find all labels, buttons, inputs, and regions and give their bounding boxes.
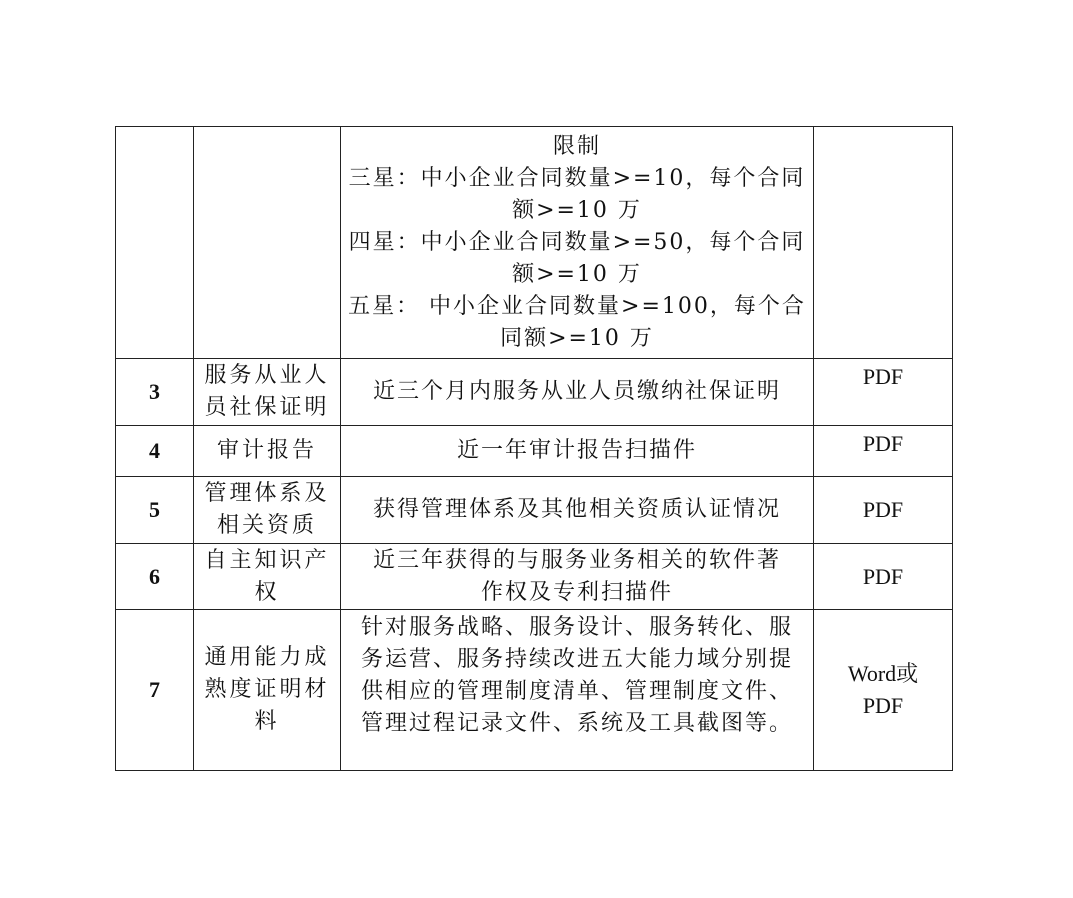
material-name-cell — [194, 610, 341, 771]
material-name-line: 员社保证明 — [204, 395, 330, 420]
material-name-cell — [194, 127, 341, 359]
requirement-line: 作权及专利扫描件 — [480, 579, 673, 605]
material-name-line: 熟度证明材 — [204, 677, 330, 702]
row-number-cell: 5 — [116, 477, 194, 544]
format-cell — [814, 426, 953, 477]
format-cell — [814, 359, 953, 426]
format-cell — [814, 610, 953, 771]
requirement-cell — [341, 477, 814, 544]
requirement-line: 额>=10 万 — [512, 261, 642, 287]
format-cell — [814, 477, 953, 544]
format-line: PDF — [862, 497, 904, 522]
table-row — [116, 477, 953, 544]
format-cell — [814, 544, 953, 610]
requirement-line: 额>=10 万 — [512, 197, 642, 223]
requirement-line: 务运营、服务持续改进五大能力域分别提 — [360, 647, 793, 672]
material-name-line: 通用能力成 — [204, 645, 330, 670]
format-line: PDF — [862, 364, 904, 389]
material-name-cell — [194, 359, 341, 426]
requirement-line: 管理过程记录文件、系统及工具截图等。 — [360, 711, 793, 736]
format-line: PDF — [862, 693, 904, 718]
row-number-cell: 3 — [116, 359, 194, 426]
requirement-line: 近三个月内服务从业人员缴纳社保证明 — [372, 379, 781, 404]
format-cell — [814, 127, 953, 359]
requirement-line: 近一年审计报告扫描件 — [456, 438, 697, 463]
requirement-line: 近三年获得的与服务业务相关的软件著 — [372, 547, 781, 573]
material-name-line: 料 — [254, 709, 280, 734]
requirement-line: 四星：中小企业合同数量>=50，每个合同 — [348, 229, 806, 255]
material-name-cell — [194, 477, 341, 544]
requirement-line: 供相应的管理制度清单、管理制度文件、 — [360, 679, 793, 704]
requirement-line: 获得管理体系及其他相关资质认证情况 — [372, 497, 781, 522]
requirement-cell — [341, 544, 814, 610]
format-line: Word或 — [847, 661, 919, 686]
materials-table — [115, 126, 953, 771]
material-name-line: 自主知识产 — [204, 547, 330, 573]
requirement-cell — [341, 426, 814, 477]
format-line: PDF — [862, 563, 904, 589]
requirement-line: 限制 — [552, 133, 601, 159]
requirement-line: 同额>=10 万 — [500, 325, 654, 351]
requirement-cell — [341, 610, 814, 771]
material-name-line: 服务从业人 — [204, 363, 330, 388]
row-number-cell: 4 — [116, 426, 194, 477]
row-number-cell — [116, 127, 194, 359]
table-row — [116, 610, 953, 771]
table-row — [116, 127, 953, 359]
material-name-line: 相关资质 — [216, 513, 317, 538]
row-number-cell: 7 — [116, 610, 194, 771]
row-number-cell: 6 — [116, 544, 194, 610]
requirement-line: 五星： 中小企业合同数量>=100，每个合 — [348, 293, 806, 319]
table-row — [116, 359, 953, 426]
material-name-line: 权 — [254, 579, 280, 605]
material-name-cell — [194, 426, 341, 477]
requirement-line: 针对服务战略、服务设计、服务转化、服 — [360, 615, 793, 640]
material-name-line: 审计报告 — [216, 438, 317, 463]
requirement-line: 三星：中小企业合同数量>=10，每个合同 — [348, 165, 806, 191]
material-name-line: 管理体系及 — [204, 481, 330, 506]
material-name-cell — [194, 544, 341, 610]
format-line: PDF — [862, 431, 904, 456]
requirement-cell — [341, 127, 814, 359]
table-row — [116, 426, 953, 477]
requirement-cell — [341, 359, 814, 426]
table-row — [116, 544, 953, 610]
